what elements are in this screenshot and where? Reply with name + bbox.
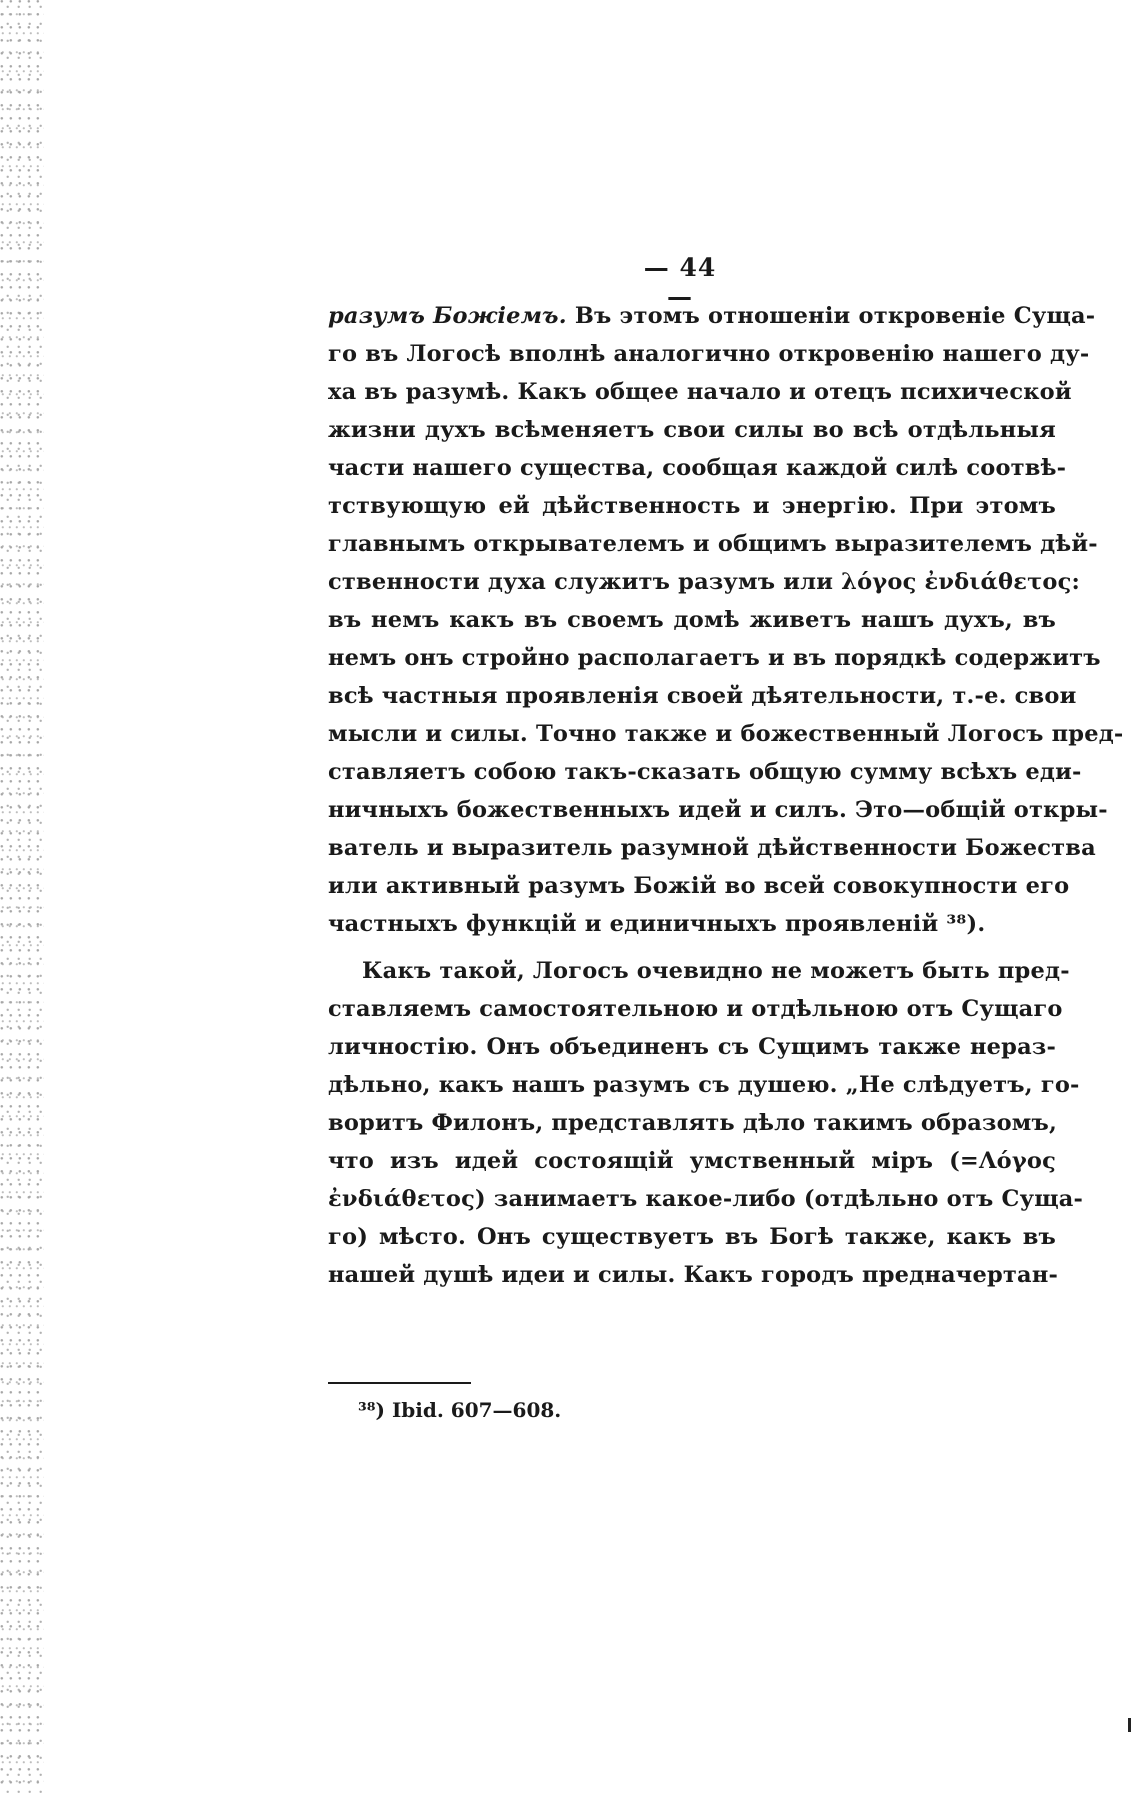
text-line: ничныхъ божественныхъ идей и силъ. Это—общій откры-	[328, 797, 1108, 823]
footnote-rule	[328, 1382, 471, 1384]
scan-edge-noise	[0, 0, 44, 1793]
text-line: жизни духъ всѣменяетъ свои силы во всѣ отдѣльныя	[328, 417, 1056, 443]
text-line: ха въ разумѣ. Какъ общее начало и отецъ психической	[328, 379, 1072, 405]
scan-mark	[1128, 1718, 1131, 1732]
text-line: ватель и выразитель разумной дѣйственности Божества	[328, 835, 1096, 861]
text-line: немъ онъ стройно располагаетъ и въ порядкѣ содержитъ	[328, 645, 1101, 671]
footnote	[358, 1398, 561, 1422]
text-line: въ немъ какъ въ своемъ домѣ живетъ нашъ духъ, въ	[328, 607, 1056, 633]
text-line-rest: Въ этомъ отношеніи откровеніе Суща-	[574, 303, 1096, 329]
text-line: ставляемъ самостоятельною и отдѣльною отъ Сущаго	[328, 996, 1063, 1022]
text-line: что изъ идей состоящій умственный міръ (=Λόγος	[328, 1148, 1056, 1174]
text-line: го) мѣсто. Онъ существуетъ въ Богѣ также, какъ въ	[328, 1224, 1056, 1250]
paragraph-first-line: Какъ такой, Логосъ очевидно не можетъ быть пред-	[362, 958, 1070, 984]
text-line: ственности духа служитъ разумъ или λόγος ἐνδιάθετος:	[328, 569, 1081, 595]
footnote-text: Ibid. 607—608.	[391, 1398, 562, 1422]
text-line: го въ Логосѣ вполнѣ аналогично откровенію нашего ду-	[328, 341, 1090, 367]
text-line-last: частныхъ функцій и единичныхъ проявленій ³⁸).	[328, 911, 986, 937]
text-line: ставляетъ собою такъ-сказать общую сумму всѣхъ еди-	[328, 759, 1082, 785]
body-text	[328, 297, 1124, 1294]
paragraph-gap	[328, 943, 1056, 952]
text-line: нашей душѣ идеи и силы. Какъ городъ предначертан-	[328, 1262, 1059, 1288]
text-line: личностію. Онъ объединенъ съ Сущимъ также нераз-	[328, 1034, 1056, 1060]
text-line: главнымъ открывателемъ и общимъ выразителемъ дѣй-	[328, 531, 1098, 557]
text-line: мысли и силы. Точно также и божественный Логосъ пред-	[328, 721, 1124, 747]
page-number: — 44 —	[643, 253, 717, 311]
text-line: дѣльно, какъ нашъ разумъ съ душею. „Не слѣдуетъ, го-	[328, 1072, 1080, 1098]
text-line	[328, 297, 1096, 335]
italic-lead-phrase: разумъ Божіемъ.	[328, 303, 567, 329]
text-line: части нашего существа, сообщая каждой силѣ соотвѣ-	[328, 455, 1067, 481]
text-line: воритъ Филонъ, представлять дѣло такимъ образомъ,	[328, 1110, 1058, 1136]
text-line: ἐνδιάθετος) занимаетъ какое-либо (отдѣльно отъ Суща-	[328, 1186, 1084, 1212]
text-line: или активный разумъ Божій во всей совокупности его	[328, 873, 1070, 899]
text-line: всѣ частныя проявленія своей дѣятельности, т.-е. свои	[328, 683, 1077, 709]
footnote-marker: ³⁸)	[358, 1398, 385, 1422]
text-line: тствующую ей дѣйственность и энергію. При этомъ	[328, 493, 1056, 519]
